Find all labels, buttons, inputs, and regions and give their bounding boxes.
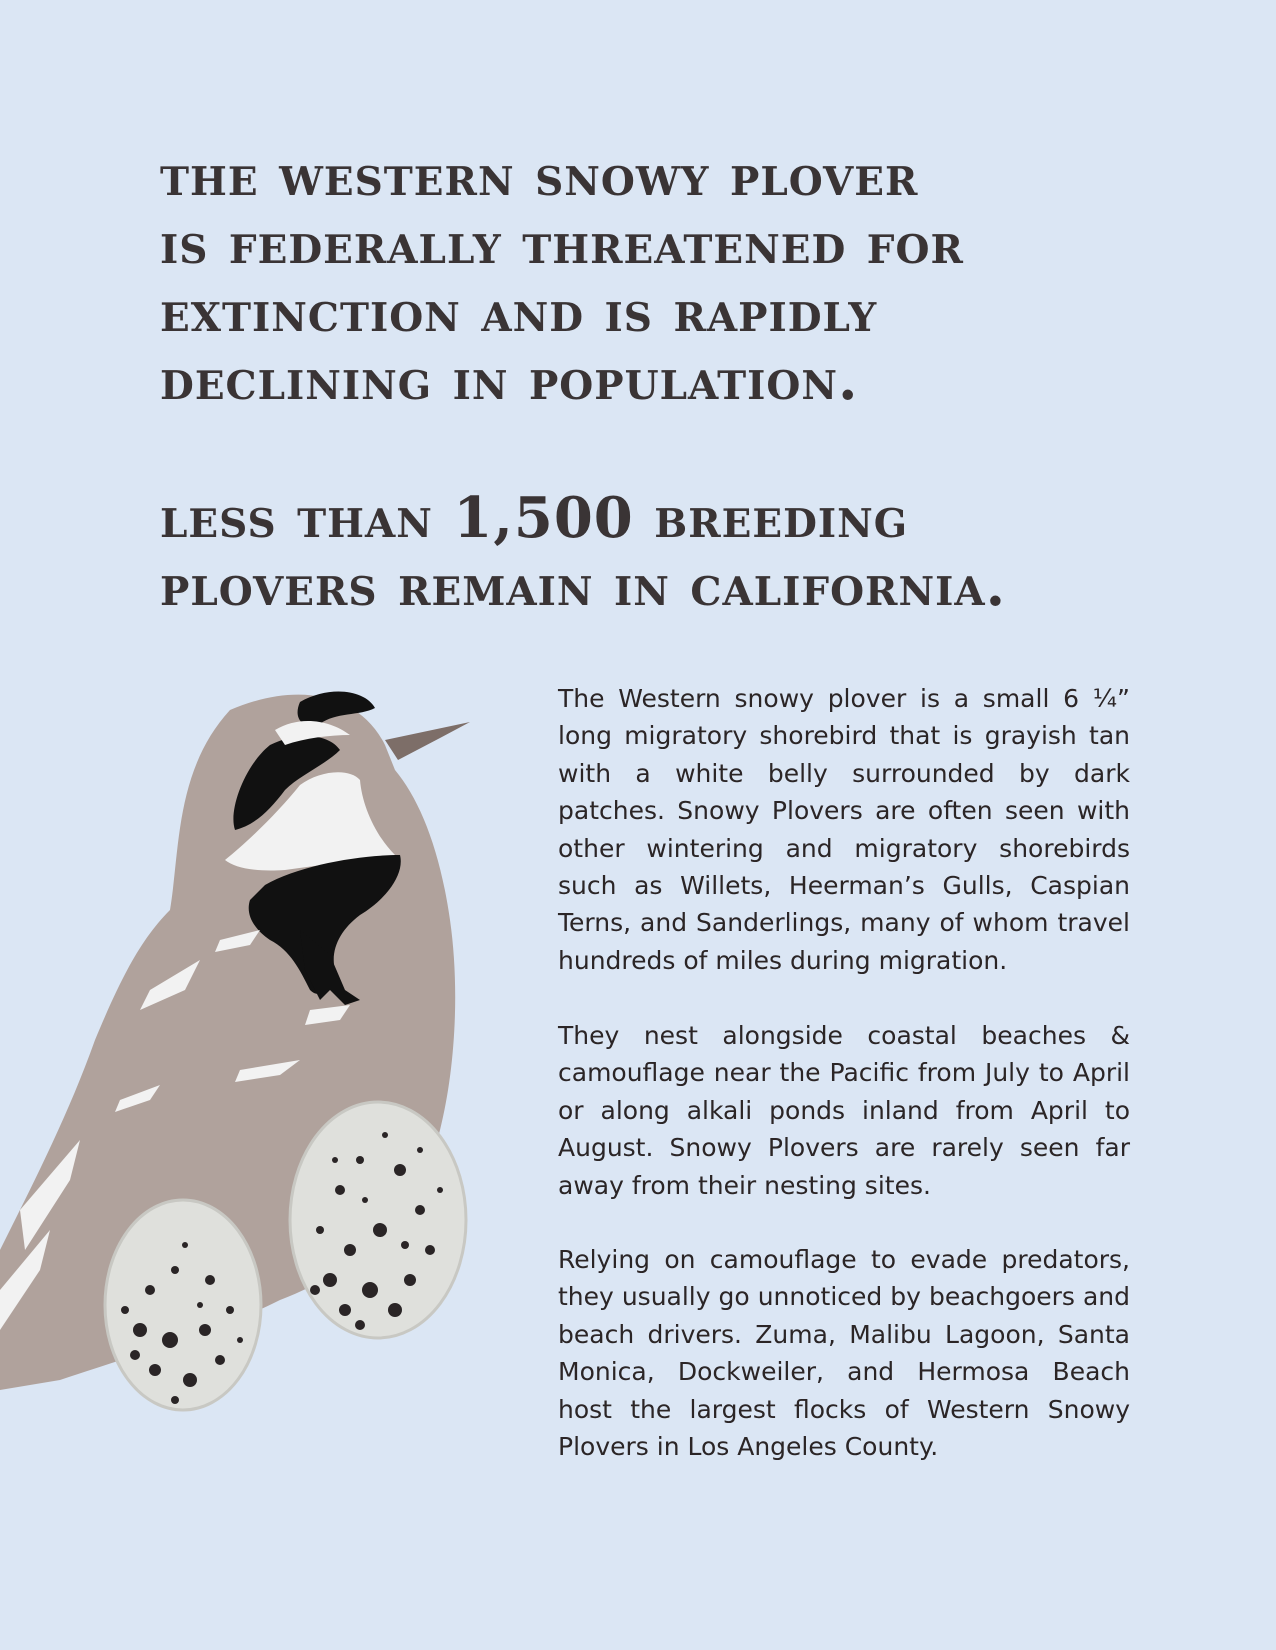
egg-left — [105, 1200, 261, 1410]
snowy-plover-with-eggs-icon — [0, 690, 520, 1490]
headline-threatened-status — [160, 142, 1160, 414]
headline-line: less than 1,500 breeding — [160, 485, 909, 551]
headline-line: the western snowy plover — [160, 143, 919, 209]
bird-beak — [385, 722, 470, 760]
headline-line: declining in population. — [160, 347, 859, 413]
headline-line: plovers remain in california. — [160, 553, 1007, 619]
paragraph-nesting: They nest alongside coastal beaches & camouflage near the Pacific from July to April or along alkali ponds inland from April to August. Snowy Plovers are rarely seen far away from their nesting sites. — [558, 1021, 1130, 1200]
headline-population-count — [160, 484, 1160, 620]
paragraph-camouflage: Relying on camouflage to evade predators, they usually go unnoticed by beachgoers and beach drivers. Zuma, Malibu Lagoon, Santa Monica, Dockweiler, and Hermosa Beach host the largest flocks of Western Snowy Plovers in Los Angeles County. — [558, 1245, 1130, 1462]
headline-line: is federally threatened for — [160, 211, 964, 277]
paragraph-description: The Western snowy plover is a small 6 ¼” long migratory shorebird that is grayish tan with a white belly surrounded by dark patches. Snowy Plovers are often seen with other wintering and migratory shorebirds such as Willets, Heerman’s Gulls, Caspian Terns, and Sanderlings, many of whom travel hundreds of miles during migration. — [558, 684, 1130, 975]
egg-right — [290, 1102, 466, 1338]
headline-line: extinction and is rapidly — [160, 279, 878, 345]
